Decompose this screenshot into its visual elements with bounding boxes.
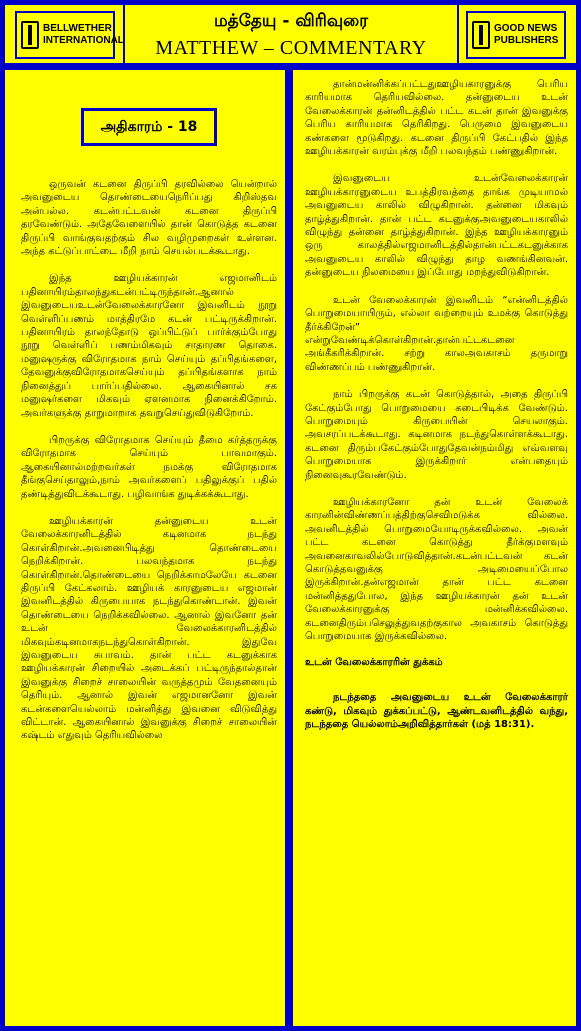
paragraph: ஒருவன் கடனை திருப்பி தரவில்லை யென்றால் அவனுடைய தொண்டையைநெரிப்பது கிறிஸ்தவ அன்பல்ல. கடன்பட்டவன் கடனை திருப்பி தரவேண்டும். அதேவேளையில் தான் கொடுத்த கடனை திருப்பி வாங்குவதற்கும் சில வழிமுறைகள் உள்ளன. அந்த கட்டுப்பாட்டை மீறி நாம் செயல்படக்கூடாது. — [21, 179, 277, 258]
paragraph: இவனுடைய உடன்வேலைக்காரன் ஊழியக்காரனுடைய உபத்திரவத்தை தாங்க முடியாமல் அவனுடைய காலில் விழுகிறான். தன்னை மிகவும் தாழ்த்துகிறான். தான் பட்ட கடனுக்குஅவனுடையகாலில் விழுந்து தன்னை தாழ்த்துகிறான். இந்த ஊழியக்காரனும் ஒரு காலத்தில்எஜமானிடத்தில்தான்பட்டகடனுக்காக அவனுடைய காலில் விழுந்து தாழ வணங்கினவன். தன்னுடைய நிலமையை இப்போது மறந்துவிடுகிறான். — [305, 173, 568, 279]
chapter-label: அதிகாரம் - 18 — [81, 108, 217, 146]
bellwether-logo — [15, 11, 124, 59]
paragraph: ஊழியக்காரனோ தன் உடன் வேலைக் காரனின்விண்ணப்பத்திற்குசெவிமடுக்க வில்லை. அவனிடத்தில் பொறுமையோடிருக்கவில்லை. அவன் பட்ட கடனை கொடுத்து தீர்க்குமளவும் அவனைகாவலில்போடுவித்தான்.கடன்பட்டவன் கடன் கொடுத்தவனுக்கு அடிமையைப்போல இருக்கிறான்.தன்எஜமான் தான் பட்ட கடனை மன்னித்ததுபோல, இந்த ஊழியக்காரன் தன் உடன் வேலைக்காரனுக்கு மன்னிக்கவில்லை. கடனைதிரும்பசெலுத்துவதற்குகால அவகாசம் கொடுத்து பொறுமையாக இருக்கவில்லை. — [305, 496, 568, 643]
paragraph: பிறருக்கு விரோதமாக செய்யும் தீமை கர்த்தருக்கு விரோதமாக செய்யும் பாவமாகும். ஆகையினால்மற்றவர்கள் நமக்கு விரோதமாக தீங்குசெய்தாலும்,நாம் அவர்களைப் பதிலுக்குப் பதில் தண்டித்துவிடக்கூடாது. பழிவாங்க துடிக்கக்கூடாது. — [21, 434, 277, 500]
sub-heading: உடன் வேலைக்காரரின் துக்கம் — [305, 657, 443, 669]
closing-paragraph: நடந்ததை அவனுடைய உடன் வேலைக்காரர் கண்டு, மிகவும் துக்கப்பட்டு, ஆண்டவனிடத்தில் வந்து, நடந்ததை யெல்லாம்அறிவித்தார்கள் (மத் 18:31). — [305, 692, 568, 731]
header — [3, 3, 578, 65]
title-tamil: மத்தேயு - விரிவுரை — [213, 11, 369, 31]
title-box — [123, 5, 459, 63]
right-text — [305, 78, 568, 746]
logo-left-line2: INTERNATIONAL — [43, 35, 124, 46]
left-column — [5, 70, 285, 1026]
paragraph: ஊழியக்காரன் தன்னுடைய உடன் வேலைக்காரனிடத்தில் கடினமாக நடந்து கொள்கிறான்.அவனைபிடித்து தொண்டையை நெறிக்கிறான். பலவந்தமாக நடந்து கொள்கிறான்.தொண்டையை நெறிக்காமலேயே கடனை திருப்பி கேட்கலாம். ஊழியக் காரனுடைய எஜமான் இவனிடத்தில் கிருபையாக நடந்துகொண்டான். இவன் தொண்டையை நெறிக்கவில்லை. ஆனால் இவனோ தன் உடன் வேலைக்காரனிடத்தில் மிகவும்கடினமாகநடந்துகொள்கிறான். இதுவே இவனுடைய சுபாவம். தான் பட்ட கடனுக்காக ஊழியக்காரன் சிறையில் அடைக்கப் பட்டிருந்தால்தான் இவனுக்கு சிறைச் சாலையின் வருத்தமும் வேதனையும் தெரியும். ஆனால் இவன் எஜமானனோ இவன் கடன்களையெல்லாம் மன்னித்து இவனை விடுவித்து விட்டான். ஆகையினால் இவனுக்கு சிறைச் சாலையின் கஷ்டம் எதுவும் தெரியவில்லை — [21, 515, 277, 742]
logo-right-line2: PUBLISHERS — [494, 35, 559, 46]
bellwether-mark-icon — [21, 21, 39, 49]
paragraph: இந்த ஊழியக்காரன் எஜமானிடம் பதினாயிரம்தாலந்துகடன்பட்டிருந்தான்.ஆனால் இவனுடையஉடன்வேலைக்காரனோ இவனிடம் நூறு வெள்ளிப்பணம் மாத்திரமே கடன் பட்டிருக்கிறான். பதினாயிரம் தாலந்தோடு ஒப்பிட்டுப் பார்க்கும்போது நூறு வெள்ளிப் பணம்மிகவும் சாதாரண தொகை. மனுஷருக்கு விரோதமாக நாம் செய்யும் தப்பிதங்களை, தேவனுக்குவிரோதமாகசெய்யும் தப்பிதங்களாக நாம் நினைத்துப் பார்ப்பதில்லை. ஆகையினால் சக மனுஷர்களை மிகவும் ஏளனமாக நினைக்கிறோம். அவர்களுக்கு தாறுமாறாக தவறுசெய்துவிடுகிறோம். — [21, 273, 277, 419]
paragraph: தான்மன்னிக்கப்பட்டதுஊழியகாரனுக்கு பெரிய காரியமாக தெரியவில்லை. தன்னுடைய உடன் வேலைக்காரன் தன்னிடத்தில் பட்ட கடன் தான் இவனுக்கு பெரிய காரியமாக தெரிகிறது. பெருமை இவனுடைய கண்களை மூடுகிறது. கடனை திருப்பி கேட்பதில் இந்த ஊழியக்காரன் வரம்புக்கு மீறி பலவந்தம் பண்ணுகிறான். — [305, 79, 568, 158]
logo-right-line1: GOOD NEWS — [494, 23, 558, 34]
left-text — [21, 178, 277, 757]
title-english: MATTHEW – COMMENTARY — [155, 37, 427, 59]
right-column — [293, 70, 576, 1026]
paragraph: உடன் வேலைக்காரன் இவனிடம் “என்னிடத்தில் பொறுமையாயிரும், எல்லா வற்றையும் உமக்கு கொடுத்து தீர்க்கிறேன்” என்றுவேண்டிக்கொள்கிறான்.தான்பட்டகடனை அங்கீகரிக்கிறான். சற்று காலஅவகாசம் தருமாறு விண்ணப்பம் பண்ணுகிறான். — [305, 294, 568, 373]
good-news-logo — [466, 11, 566, 59]
good-news-mark-icon — [472, 21, 490, 49]
logo-left-line1: BELLWETHER — [43, 23, 112, 34]
paragraph: நாம் பிறருக்கு கடன் கொடுத்தால், அதை திருப்பி கேட்கும்போது பொறுமையை கடைபிடிக்க வேண்டும். பொறுமையும் கிருபையின் செயலாகும். அவசரப்படக்கூடாது. கடினமாக நடந்துகொள்ளக்கூடாது. கடனை திரும்பகேட்கும்போதுதேவன்நம்மிது எவ்வளவு பொறுமையாக இருக்கிறார் என்பதையும் நினைவுகூரவேண்டும். — [305, 389, 568, 481]
